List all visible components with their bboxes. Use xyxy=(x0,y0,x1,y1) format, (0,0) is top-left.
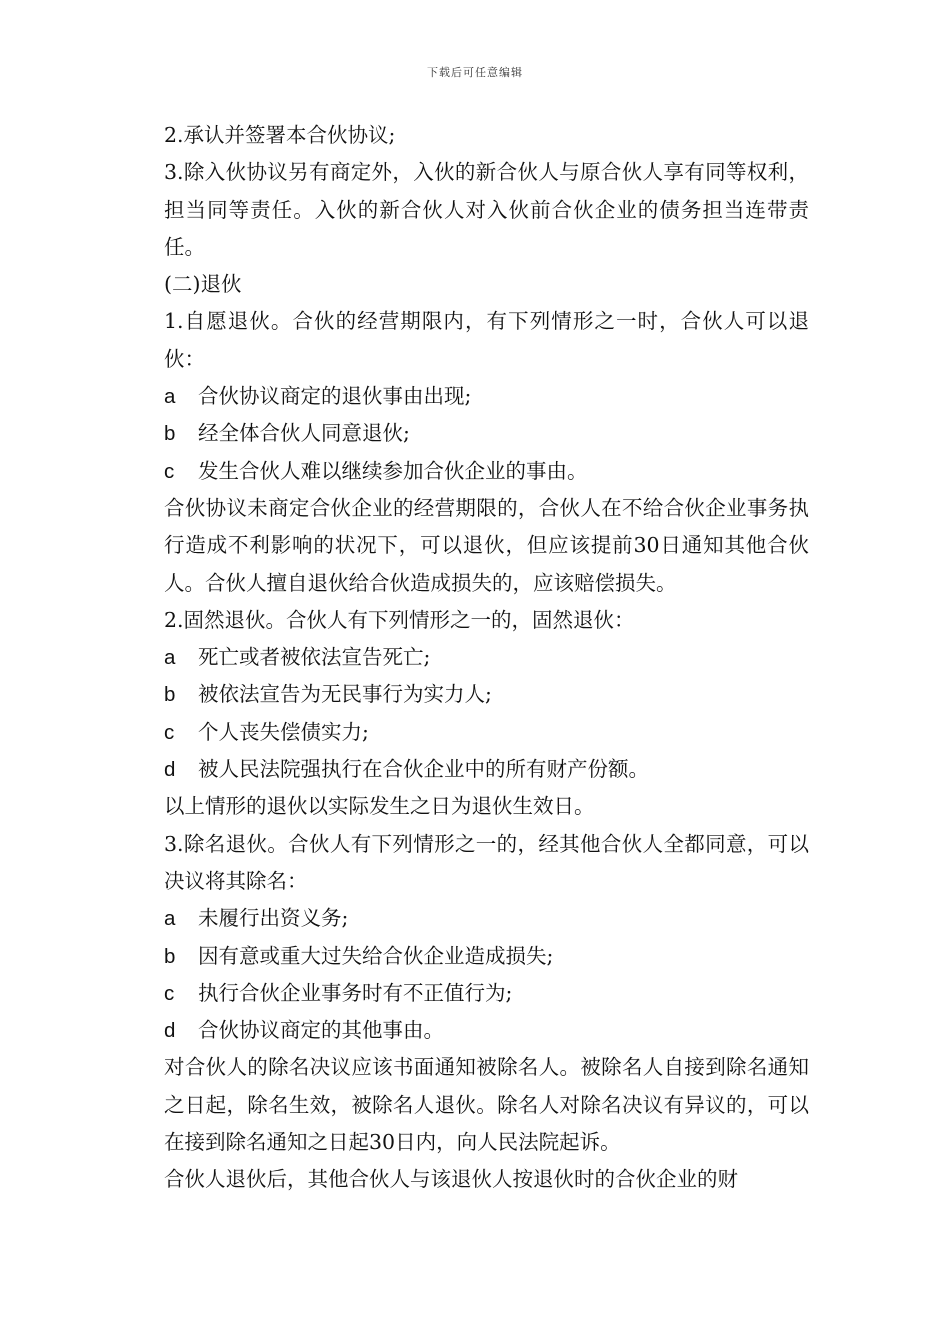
list-item-text: 个人丧失偿债实力; xyxy=(198,719,369,744)
list-marker: c xyxy=(164,459,175,483)
list-marker: b xyxy=(164,422,176,446)
section-heading: (二)退伙 xyxy=(164,272,242,297)
list-marker: c xyxy=(164,720,175,744)
list-item xyxy=(144,415,809,452)
paragraph: 3.除入伙协议另有商定外，入伙的新合伙人与原合伙人享有同等权利，担当同等责任。入伙的新合伙人对入伙前合伙企业的债务担当连带责任。 xyxy=(164,160,809,259)
paragraph: 合伙协议未商定合伙企业的经营期限的，合伙人在不给合伙企业事务执行造成不利影响的状况下，可以退伙，但应该提前30日通知其他合伙人。合伙人擅自退伙给合伙造成损失的，应该赔偿损失。 xyxy=(164,495,809,595)
paragraph: 1.自愿退伙。合伙的经营期限内，有下列情形之一时，合伙人可以退伙： xyxy=(164,309,809,371)
list-marker: a xyxy=(164,646,176,670)
list-item-text: 合伙协议商定的其他事由。 xyxy=(198,1018,444,1043)
list-item xyxy=(144,378,809,415)
list-item-text: 死亡或者被依法宣告死亡; xyxy=(198,645,431,670)
list-item xyxy=(144,900,809,937)
list-item-text: 合伙协议商定的退伙事由出现; xyxy=(198,384,472,409)
list-item-text: 被依法宣告为无民事行为实力人; xyxy=(198,682,492,707)
list-item-text: 未履行出资义务; xyxy=(198,906,349,931)
list-marker: b xyxy=(164,683,176,707)
paragraph: 以上情形的退伙以实际发生之日为退伙生效日。 xyxy=(164,794,595,819)
list-item xyxy=(144,453,809,490)
list-marker: a xyxy=(164,385,176,409)
paragraph: 2.固然退伙。合伙人有下列情形之一的，固然退伙： xyxy=(164,607,635,632)
list-item xyxy=(144,1012,809,1049)
list-item-text: 因有意或重大过失给合伙企业造成损失; xyxy=(198,943,554,968)
list-marker: a xyxy=(164,907,176,931)
list-item-text: 发生合伙人难以继续参加合伙企业的事由。 xyxy=(198,458,588,483)
paragraph: 对合伙人的除名决议应该书面通知被除名人。被除名人自接到除名通知之日起，除名生效，被除名人退伙。除名人对除名决议有异议的，可以在接到除名通知之日起30日内，向人民法院起诉。 xyxy=(164,1055,809,1155)
list-item xyxy=(144,938,809,975)
paragraph: 3.除名退伙。合伙人有下列情形之一的，经其他合伙人全都同意，可以决议将其除名： xyxy=(164,831,809,893)
list-marker: c xyxy=(164,981,175,1005)
list-item xyxy=(144,714,809,751)
list-marker: d xyxy=(164,1019,176,1043)
paragraph: 2.承认并签署本合伙协议; xyxy=(164,123,396,147)
list-item-text: 经全体合伙人同意退伙; xyxy=(198,421,410,446)
list-item xyxy=(144,975,809,1012)
page-header: 下载后可任意编辑 xyxy=(427,66,523,79)
list-item xyxy=(144,639,809,676)
list-item-text: 被人民法院强执行在合伙企业中的所有财产份额。 xyxy=(198,757,649,782)
paragraph: 合伙人退伙后，其他合伙人与该退伙人按退伙时的合伙企业的财 xyxy=(164,1167,738,1192)
list-item-text: 执行合伙企业事务时有不正值行为; xyxy=(198,980,513,1005)
document-body xyxy=(144,117,809,1199)
list-item xyxy=(144,751,809,788)
list-item xyxy=(144,676,809,713)
list-marker: b xyxy=(164,944,176,968)
list-marker: d xyxy=(164,758,176,782)
